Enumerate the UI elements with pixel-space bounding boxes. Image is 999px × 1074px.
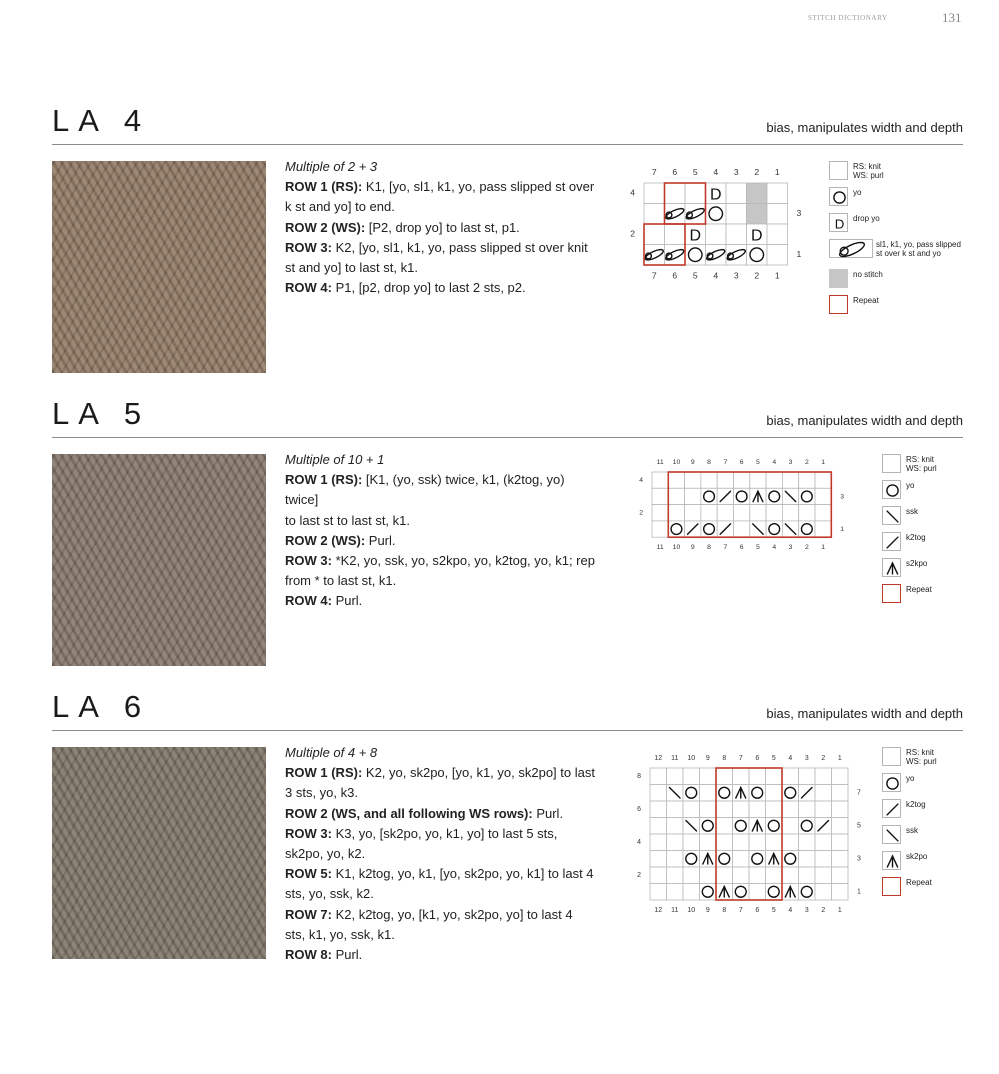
svg-text:D: D: [750, 227, 763, 245]
chart-col-number: 10: [672, 459, 681, 466]
chart-col-number: 1: [821, 459, 826, 466]
chart-cell: [644, 204, 665, 225]
chart-cell: [832, 867, 849, 884]
legend-label: RS: knit WS: purl: [906, 748, 937, 766]
chart-cell: [767, 183, 788, 204]
instruction-row: to last st to last st, k1.: [285, 512, 410, 528]
chart-col-number: 11: [671, 906, 679, 914]
chart-col-number: 7: [723, 459, 728, 466]
section-tag: bias, manipulates width and depth: [766, 120, 963, 135]
legend-item: [882, 584, 999, 610]
chart-cell: [766, 834, 783, 851]
chart-col-number: 1: [821, 544, 826, 552]
legend-symbol-k2tog-icon: [882, 532, 901, 551]
chart-row-number: 1: [857, 888, 861, 896]
chart-cell: [667, 834, 684, 851]
chart-col-number: 3: [733, 167, 739, 177]
legend-item: [829, 213, 969, 239]
chart-col-number: 1: [837, 755, 842, 762]
chart-cell: [815, 851, 832, 868]
chart-col-number: 11: [656, 459, 664, 466]
legend-symbol-ssk-icon: [882, 506, 901, 525]
legend-item: [882, 825, 999, 851]
legend-label: Repeat: [853, 296, 879, 305]
svg-text:D: D: [709, 186, 722, 204]
chart-cell: [815, 472, 831, 488]
chart-row-number: 8: [637, 773, 641, 781]
chart-cell: [733, 867, 750, 884]
chart-col-number: 3: [733, 270, 739, 281]
legend-symbol-yo-icon: [882, 773, 901, 792]
instruction-row: ROW 1 (RS): K2, yo, sk2po, [yo, k1, yo, sk2po] to last 3 sts, yo, k3.: [285, 765, 595, 801]
chart-col-number: 7: [738, 755, 743, 762]
chart-cell: [799, 851, 816, 868]
chart-cell: [782, 801, 799, 818]
chart-cell: [799, 768, 816, 785]
legend-label: RS: knit WS: purl: [853, 162, 884, 180]
chart-cell: [652, 521, 668, 537]
chart-cell: [650, 801, 667, 818]
chart-legend: [882, 747, 999, 903]
chart-cell: [717, 472, 733, 488]
chart-col-number: 5: [756, 544, 760, 552]
section-rule: [52, 144, 963, 145]
chart-cell: [815, 785, 832, 802]
chart-col-number: 11: [671, 755, 679, 762]
instruction-row: ROW 2 (WS): [P2, drop yo] to last st, p1.: [285, 219, 520, 235]
chart-row-number: 1: [796, 249, 802, 260]
chart-cell: [766, 867, 783, 884]
chart-cell: [652, 505, 668, 521]
legend-item: [829, 161, 969, 187]
instruction-row: ROW 7: K2, k2tog, yo, [k1, yo, sk2po, yo] to last 4 sts, k1, yo, ssk, k1.: [285, 906, 573, 942]
legend-symbol-blank-icon: [882, 747, 901, 766]
chart-col-number: 10: [687, 755, 696, 762]
chart-row-number: 3: [796, 208, 802, 219]
chart-cell: [749, 867, 766, 884]
chart-row-number: 5: [857, 822, 861, 830]
chart-col-number: 4: [772, 459, 777, 466]
chart-col-number: 10: [687, 906, 696, 914]
page-number: 131: [942, 10, 962, 25]
chart-cell: [782, 472, 798, 488]
chart-cell: [749, 768, 766, 785]
swatch-photo: [52, 747, 266, 959]
chart-cell: [766, 768, 783, 785]
chart-col-number: 6: [739, 459, 744, 466]
stitch-section-la6: [0, 689, 999, 982]
chart-cell: [733, 834, 750, 851]
instruction-row: ROW 5: K1, k2tog, yo, k1, [yo, sk2po, yo, k1] to last 4 sts, yo, ssk, k2.: [285, 866, 594, 902]
chart-col-number: 6: [755, 906, 760, 914]
chart-cell: [644, 183, 665, 204]
chart-cell: [815, 488, 831, 504]
legend-symbol-k2tog-icon: [882, 799, 901, 818]
chart-cell: [700, 834, 717, 851]
instruction-row: ROW 3: *K2, yo, ssk, yo, s2kpo, yo, k2tog, yo, k1; rep from * to last st, k1.: [285, 553, 595, 589]
legend-symbol-s2kpo-icon: [882, 851, 901, 870]
legend-symbol-s2kpo-icon: [882, 558, 901, 577]
legend-symbol-yo-icon: [829, 187, 848, 206]
chart-cell: [832, 801, 849, 818]
chart-cell: [750, 505, 766, 521]
legend-item: [882, 558, 999, 584]
chart-cell: [799, 834, 816, 851]
legend-symbol-gray-icon: [829, 269, 848, 288]
chart-col-number: 3: [788, 544, 793, 552]
chart-cell: [665, 224, 686, 245]
stitch-chart: [634, 747, 869, 927]
chart-col-number: 10: [672, 544, 681, 552]
chart-col-number: 11: [656, 544, 664, 552]
chart-cell: [685, 488, 701, 504]
stitch-symbol-D: [751, 227, 763, 244]
chart-cell: [782, 867, 799, 884]
legend-label: drop yo: [853, 214, 880, 223]
chart-cell: [815, 867, 832, 884]
chart-col-number: 6: [672, 270, 678, 281]
chart-col-number: 5: [692, 167, 698, 177]
chart-row-number: 2: [639, 509, 643, 517]
chart-col-number: 5: [692, 270, 698, 281]
chart-cell: [683, 884, 700, 901]
chart-cell: [667, 884, 684, 901]
legend-item: [829, 295, 969, 321]
chart-cell: [782, 834, 799, 851]
instruction-row: ROW 1 (RS): K1, [yo, sl1, k1, yo, pass slipped st over k st and yo] to end.: [285, 179, 595, 215]
instruction-row: ROW 2 (WS, and all following WS rows): Purl.: [285, 805, 564, 821]
chart-col-number: 5: [771, 755, 776, 762]
svg-text:D: D: [689, 227, 702, 245]
chart-col-number: 8: [707, 459, 711, 466]
legend-label: k2tog: [906, 800, 926, 809]
chart-cell: [650, 867, 667, 884]
chart-cell: [685, 505, 701, 521]
chart-cell: [652, 488, 668, 504]
chart-col-number: 3: [788, 459, 793, 466]
legend-symbol-ssk-icon: [882, 825, 901, 844]
section-tag: bias, manipulates width and depth: [766, 706, 963, 721]
legend-item: [829, 269, 969, 295]
chart-cell: [767, 204, 788, 225]
chart-cell: [667, 851, 684, 868]
legend-symbol-repeat-icon: [882, 877, 901, 896]
legend-item: [882, 454, 999, 480]
chart-cell: [799, 801, 816, 818]
chart-cell: [700, 785, 717, 802]
chart-cell: [799, 472, 815, 488]
legend-item: [829, 239, 969, 269]
chart-cell: [717, 505, 733, 521]
chart-col-number: 6: [672, 167, 678, 177]
chart-row-number: 2: [630, 228, 635, 239]
legend-label: RS: knit WS: purl: [906, 455, 937, 473]
chart-col-number: 4: [772, 544, 777, 552]
chart-cell: [716, 867, 733, 884]
chart-cell: [683, 768, 700, 785]
chart-cell: [782, 768, 799, 785]
chart-cell: [716, 801, 733, 818]
legend-symbol-blank-icon: [829, 161, 848, 180]
legend-item: [882, 799, 999, 825]
legend-label: yo: [906, 774, 915, 783]
chart-col-number: 8: [707, 544, 711, 552]
stitch-section-la4: [0, 103, 999, 396]
chart-row-number: 2: [637, 872, 641, 880]
instructions: [285, 743, 595, 965]
instructions: [285, 157, 595, 298]
legend-symbol-yo-icon: [882, 480, 901, 499]
chart-cell: [667, 801, 684, 818]
chart-cell: [668, 488, 684, 504]
chart-col-number: 7: [651, 167, 657, 177]
instruction-row: ROW 3: K2, [yo, sl1, k1, yo, pass slipped st over knit st and yo] to last st, k1.: [285, 239, 588, 276]
instruction-row: ROW 4: P1, [p2, drop yo] to last 2 sts, p2.: [285, 280, 526, 296]
chart-col-number: 7: [723, 544, 728, 552]
chart-cell: [832, 785, 849, 802]
chart-col-number: 6: [755, 755, 760, 762]
chart-col-number: 2: [804, 544, 809, 552]
chart-row-number: 6: [637, 806, 641, 814]
chart-legend: [829, 161, 969, 321]
chart-row-number: 7: [857, 789, 861, 797]
chart-col-number: 4: [788, 755, 793, 762]
chart-cell: [782, 505, 798, 521]
chart-cell: [667, 818, 684, 835]
chart-cell: [700, 801, 717, 818]
chart-col-number: 4: [788, 906, 793, 914]
legend-label: no stitch: [853, 270, 883, 279]
legend-item: [829, 187, 969, 213]
chart-row-number: 4: [630, 187, 635, 198]
legend-label: ssk: [906, 826, 918, 835]
legend-item: [882, 532, 999, 558]
chart-cell: [766, 785, 783, 802]
chart-cell: [766, 505, 782, 521]
chart-cell: [815, 801, 832, 818]
chart-cell: [815, 521, 831, 537]
chart-cell: [733, 801, 750, 818]
chart-cell: [832, 851, 849, 868]
chart-row-number: 3: [840, 493, 845, 501]
chart-cell: [668, 472, 684, 488]
chart-cell: [701, 505, 717, 521]
chart-row-number: 4: [637, 839, 641, 847]
chart-cell: [652, 472, 668, 488]
stitch-chart: [634, 454, 869, 574]
chart-col-number: 4: [713, 167, 719, 177]
chart-cell: [650, 785, 667, 802]
chart-col-number: 2: [754, 270, 760, 281]
swatch-photo: [52, 161, 266, 373]
svg-text:D: D: [834, 216, 845, 232]
chart-col-number: 9: [705, 755, 710, 762]
chart-cell: [668, 505, 684, 521]
legend-item: [882, 480, 999, 506]
chart-col-number: 9: [705, 906, 710, 914]
chart-cell: [734, 505, 750, 521]
chart-col-number: 5: [756, 459, 760, 466]
chart-cell: [815, 505, 831, 521]
legend-label: ssk: [906, 507, 918, 516]
chart-col-number: 7: [651, 270, 657, 281]
chart-cell: [683, 834, 700, 851]
chart-col-number: 7: [738, 906, 743, 914]
chart-cell: [733, 851, 750, 868]
chart-cell: [685, 472, 701, 488]
chart-cell: [650, 884, 667, 901]
chart-cell: [650, 851, 667, 868]
running-head: STITCH DICTIONARY: [808, 14, 888, 22]
chart-cell: [733, 768, 750, 785]
chart-cell: [726, 183, 747, 204]
legend-label: yo: [906, 481, 915, 490]
legend-label: sk2po: [906, 852, 928, 861]
chart-cell: [701, 472, 717, 488]
stitch-section-la5: [0, 396, 999, 689]
chart-cell: [644, 224, 665, 245]
chart-cell: [750, 472, 766, 488]
chart-col-number: 3: [804, 906, 809, 914]
chart-cell: [767, 224, 788, 245]
chart-cell: [650, 818, 667, 835]
section-code: LA 5: [52, 396, 151, 431]
chart-col-number: 2: [754, 167, 760, 177]
legend-label: s2kpo: [906, 559, 928, 568]
chart-col-number: 12: [654, 755, 663, 762]
chart-col-number: 3: [804, 755, 809, 762]
legend-symbol-repeat-icon: [829, 295, 848, 314]
chart-cell: [665, 183, 686, 204]
legend-symbol-repeat-icon: [882, 584, 901, 603]
chart-cell: [766, 801, 783, 818]
chart-cell: [650, 834, 667, 851]
legend-symbol-blank-icon: [882, 454, 901, 473]
chart-col-number: 9: [690, 544, 695, 552]
chart-cell: [815, 884, 832, 901]
chart-row-number: 4: [639, 477, 643, 485]
section-rule: [52, 730, 963, 731]
legend-symbol-slipyo-icon: [829, 239, 873, 258]
chart-col-number: 8: [722, 906, 727, 914]
section-code: LA 6: [52, 689, 151, 724]
chart-col-number: 5: [771, 906, 776, 914]
chart-col-number: 9: [690, 459, 695, 466]
chart-cell: [706, 224, 727, 245]
chart-cell: [799, 867, 816, 884]
stitch-symbol-D: [689, 227, 701, 244]
instructions: [285, 450, 595, 612]
chart-col-number: 2: [821, 906, 826, 914]
chart-cell: [726, 204, 747, 225]
chart-cell: [683, 801, 700, 818]
multiple-note: Multiple of 2 + 3: [285, 159, 378, 174]
instruction-row: ROW 8: Purl.: [285, 947, 363, 963]
stitch-symbol-D: [710, 186, 722, 203]
chart-cell: [782, 818, 799, 835]
chart-cell: [716, 818, 733, 835]
chart-col-number: 2: [821, 755, 826, 762]
multiple-note: Multiple of 4 + 8: [285, 745, 378, 760]
chart-cell: [832, 818, 849, 835]
chart-cell: [667, 867, 684, 884]
chart-col-number: 1: [774, 167, 780, 177]
chart-cell: [832, 834, 849, 851]
multiple-note: Multiple of 10 + 1: [285, 452, 385, 467]
chart-cell: [749, 834, 766, 851]
chart-col-number: 8: [722, 755, 727, 762]
legend-label: Repeat: [906, 878, 932, 887]
instruction-row: ROW 4: Purl.: [285, 593, 363, 609]
chart-cell: [683, 867, 700, 884]
chart-cell: [700, 867, 717, 884]
chart-col-number: 4: [713, 270, 719, 281]
chart-cell: [716, 834, 733, 851]
chart-col-number: 1: [774, 270, 780, 281]
legend-symbol-D-icon: [829, 213, 848, 232]
chart-cell: [767, 245, 788, 266]
instruction-row: ROW 1 (RS): [K1, (yo, ssk) twice, k1, (k2tog, yo) twice]: [285, 472, 565, 508]
chart-cell: [716, 768, 733, 785]
chart-cell: [815, 768, 832, 785]
chart-cell: [749, 884, 766, 901]
chart-cell: [832, 768, 849, 785]
stitch-chart: [624, 161, 814, 293]
legend-label: Repeat: [906, 585, 932, 594]
chart-cell: [766, 472, 782, 488]
chart-col-number: 1: [837, 906, 842, 914]
swatch-photo: [52, 454, 266, 666]
chart-cell: [832, 884, 849, 901]
chart-row-number: 3: [857, 855, 861, 863]
chart-row-number: 1: [840, 526, 845, 534]
legend-item: [882, 851, 999, 877]
legend-label: k2tog: [906, 533, 926, 542]
chart-cell: [815, 834, 832, 851]
chart-col-number: 6: [739, 544, 744, 552]
chart-cell: [734, 521, 750, 537]
chart-cell: [685, 183, 706, 204]
chart-cell: [747, 204, 768, 225]
chart-cell: [747, 183, 768, 204]
section-rule: [52, 437, 963, 438]
chart-col-number: 2: [804, 459, 809, 466]
chart-col-number: 12: [654, 906, 663, 914]
legend-item: [882, 506, 999, 532]
chart-cell: [749, 801, 766, 818]
chart-cell: [667, 768, 684, 785]
instruction-row: ROW 3: K3, yo, [sk2po, yo, k1, yo] to last 5 sts, sk2po, yo, k2.: [285, 825, 558, 862]
instruction-row: ROW 2 (WS): Purl.: [285, 532, 396, 548]
section-code: LA 4: [52, 103, 151, 138]
section-tag: bias, manipulates width and depth: [766, 413, 963, 428]
legend-item: [882, 747, 999, 773]
chart-cell: [734, 472, 750, 488]
chart-cell: [726, 224, 747, 245]
chart-cell: [799, 505, 815, 521]
legend-label: yo: [853, 188, 862, 197]
legend-item: [882, 877, 999, 903]
chart-legend: [882, 454, 999, 610]
legend-item: [882, 773, 999, 799]
chart-cell: [700, 768, 717, 785]
chart-cell: [650, 768, 667, 785]
legend-label: sl1, k1, yo, pass slipped st over k st and yo: [876, 240, 961, 258]
